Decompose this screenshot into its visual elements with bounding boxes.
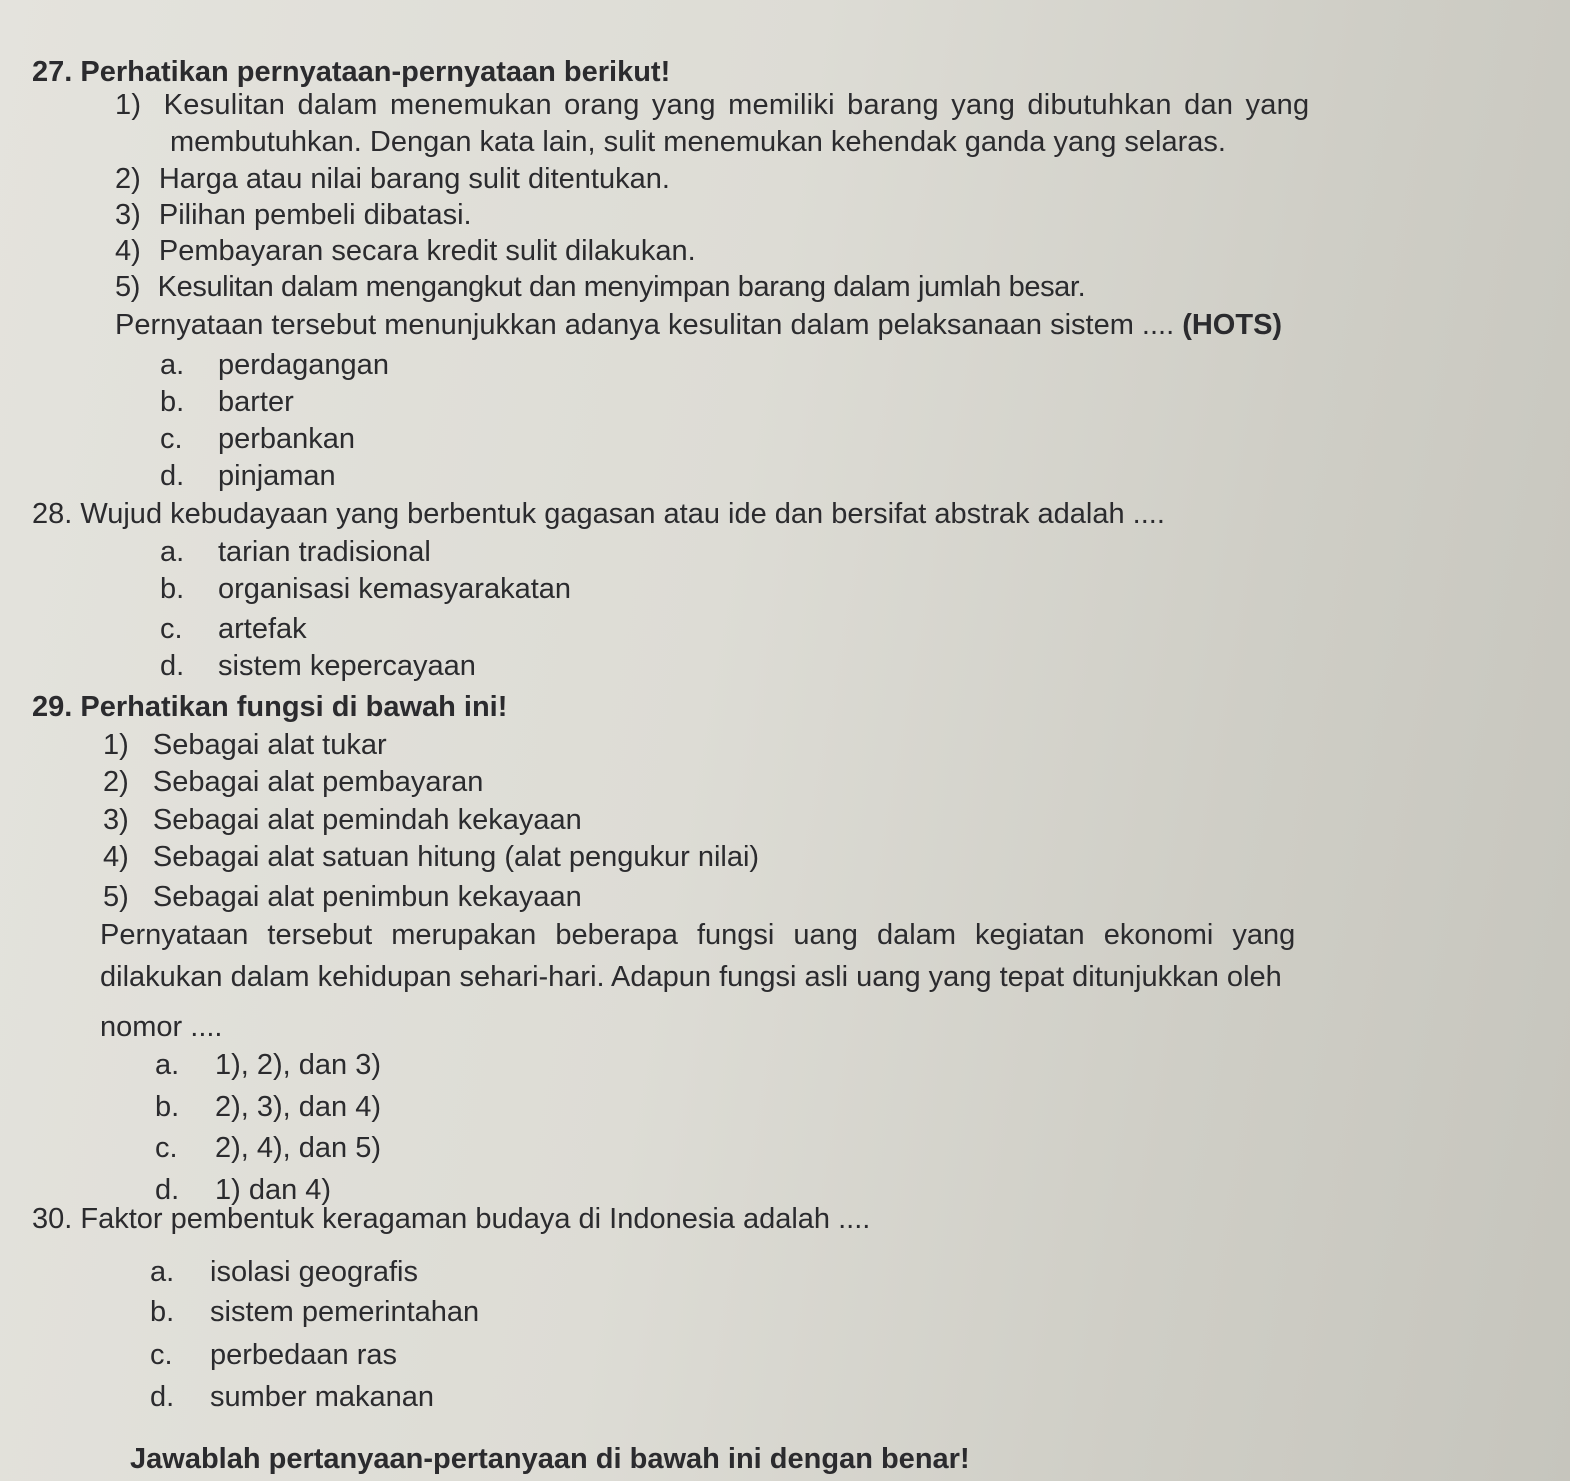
q30-option-a: a. isolasi geografis [150,1256,418,1288]
q27-option-d: d. pinjaman [160,460,336,492]
section-instruction-clip [0,1440,1570,1481]
q29-number: 29. [32,691,73,723]
q29-statement-2: 2) Sebagai alat pembayaran [103,766,484,798]
q27-statement-3: 3) Pilihan pembeli dibatasi. [115,199,472,231]
q27-option-c: c. perbankan [160,423,356,455]
q27-title [32,55,670,89]
q27-option-a: a. perdagangan [160,349,389,381]
q30-option-c: c. perbedaan ras [150,1339,398,1371]
q29-stem-line-2: dilakukan dalam kehidupan sehari-hari. Adapun fungsi asli uang yang tepat ditunjukkan oleh [100,961,1282,993]
q29-statement-1: 1) Sebagai alat tukar [103,729,387,761]
q29-stem-line-3: nomor .... [100,1011,223,1043]
q30-option-b: b. sistem pemerintahan [150,1296,480,1328]
q27-statement-1-cont: membutuhkan. Dengan kata lain, sulit menemukan kehendak ganda yang selaras. [170,126,1226,158]
q29-option-a: a. 1), 2), dan 3) [155,1049,382,1081]
q29-option-b: b. 2), 3), dan 4) [155,1091,382,1123]
q30-number: 30. [32,1203,73,1235]
q28-number: 28. [32,498,73,530]
q27-number: 27. [32,56,73,88]
q29-stem-line-1: Pernyataan tersebut merupakan beberapa fungsi uang dalam kegiatan ekonomi yang [100,919,1296,951]
q29-statement-4: 4) Sebagai alat satuan hitung (alat pengukur nilai) [103,841,760,873]
q27-statement-5: 5) Kesulitan dalam mengangkut dan menyimpan barang dalam jumlah besar. [115,271,1086,303]
q29-statement-3: 3) Sebagai alat pemindah kekayaan [103,804,582,836]
q28-option-a: a. tarian tradisional [160,536,431,568]
q27-statement-4: 4) Pembayaran secara kredit sulit dilakukan. [115,235,696,267]
section-instruction: Jawablah pertanyaan-pertanyaan di bawah ini dengan benar! [130,1443,970,1475]
q28-option-b: b. organisasi kemasyarakatan [160,573,572,605]
q29-title: 29. Perhatikan fungsi di bawah ini! [32,691,508,723]
q30-option-d: d. sumber makanan [150,1381,435,1413]
q28-option-d: d. sistem kepercayaan [160,650,476,682]
hots-tag: (HOTS) [1182,309,1283,341]
q30-stem: 30. Faktor pembentuk keragaman budaya di Indonesia adalah .... [32,1203,871,1235]
q27-statement-1: 1) Kesulitan dalam menemukan orang yang memiliki barang yang dibutuhkan dan yang [115,89,1310,121]
q27-option-b: b. barter [160,386,294,418]
q27-statement-2: 2) Harga atau nilai barang sulit ditentukan. [115,163,670,195]
q28-option-c: c. artefak [160,613,307,645]
q27-stem: Pernyataan tersebut menunjukkan adanya kesulitan dalam pelaksanaan sistem .... (HOTS) [115,309,1283,341]
q29-statement-5: 5) Sebagai alat penimbun kekayaan [103,881,582,913]
q27-title-text: Perhatikan pernyataan-pernyataan berikut! [80,56,671,88]
q29-option-c: c. 2), 4), dan 5) [155,1132,382,1164]
q28-stem: 28. Wujud kebudayaan yang berbentuk gagasan atau ide dan bersifat abstrak adalah .... [32,498,1165,530]
q29-option-d: d. 1) dan 4) [155,1174,332,1206]
